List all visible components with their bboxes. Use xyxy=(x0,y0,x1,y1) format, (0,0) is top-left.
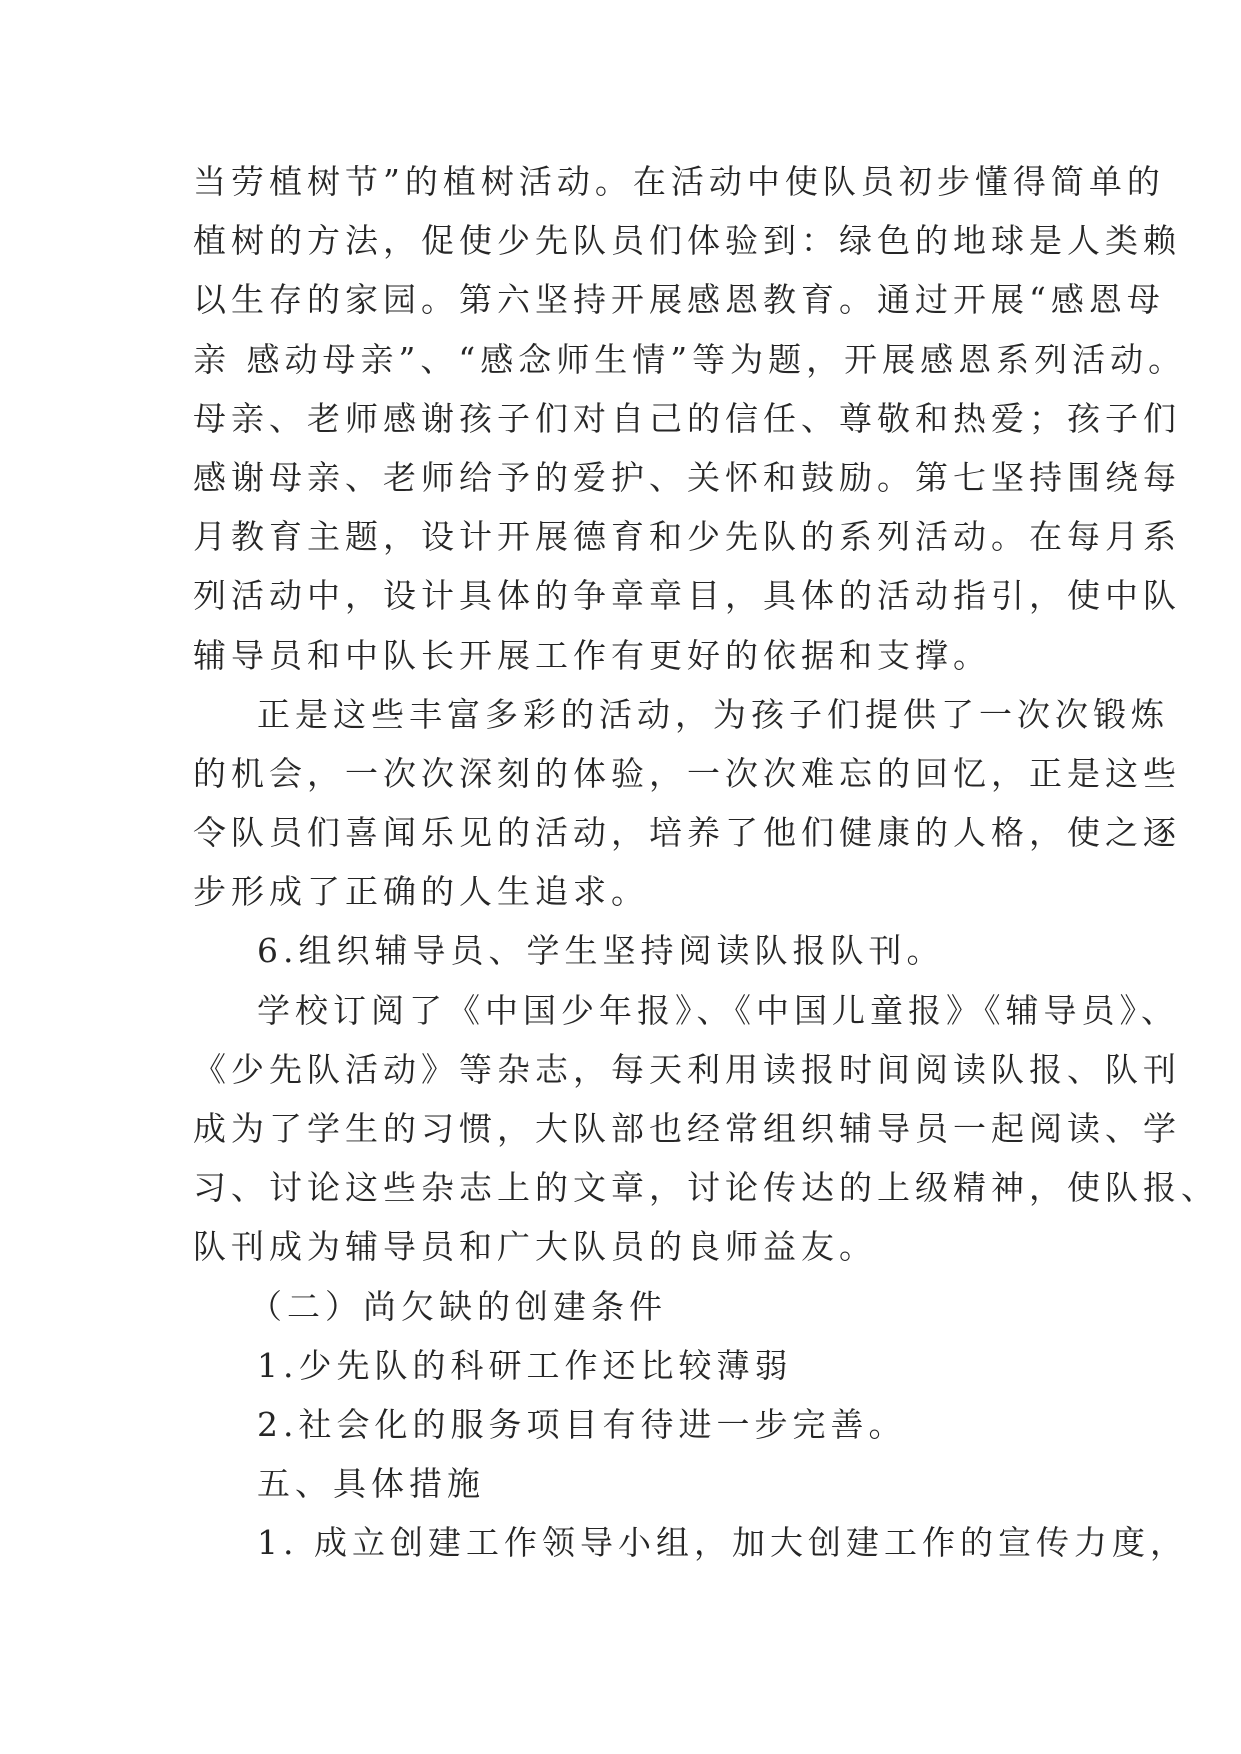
text-line: 辅导员和中队长开展工作有更好的依据和支撑。 xyxy=(193,635,991,675)
numbered-item-6: 6.组织辅导员、学生坚持阅读队报队刊。 xyxy=(257,931,945,971)
text-line: 步形成了正确的人生追求。 xyxy=(193,872,649,912)
body-text xyxy=(193,152,1219,1573)
text-line: 队刊成为辅导员和广大队员的良师益友。 xyxy=(193,1227,877,1267)
text-line: 母亲、老师感谢孩子们对自己的信任、尊敬和热爱；孩子们 xyxy=(193,398,1181,438)
text-line: 成为了学生的习惯，大队部也经常组织辅导员一起阅读、学 xyxy=(193,1109,1181,1148)
text-line: 感谢母亲、老师给予的爱护、关怀和鼓励。第七坚持围绕每 xyxy=(193,457,1181,497)
text-line: 令队员们喜闻乐见的活动，培养了他们健康的人格，使之逐 xyxy=(193,813,1181,853)
text-line: 《少先队活动》等杂志，每天利用读报时间阅读队报、队刊 xyxy=(193,1049,1181,1089)
text-line: 月教育主题，设计开展德育和少先队的系列活动。在每月系 xyxy=(193,517,1181,557)
numbered-item-1: 1.少先队的科研工作还比较薄弱 xyxy=(257,1345,793,1385)
paragraph-start-line: 正是这些丰富多彩的活动，为孩子们提供了一次次锻炼 xyxy=(257,694,1169,734)
section-heading: 五、具体措施 xyxy=(257,1464,485,1504)
numbered-item-2: 2.社会化的服务项目有待进一步完善。 xyxy=(257,1404,907,1444)
text-line: 的机会，一次次深刻的体验，一次次难忘的回忆，正是这些 xyxy=(193,753,1181,793)
text-line: 以生存的家园。第六坚持开展感恩教育。通过开展“感恩母 xyxy=(193,280,1165,320)
section-heading: （二）尚欠缺的创建条件 xyxy=(249,1286,667,1326)
text-line: 列活动中，设计具体的争章章目，具体的活动指引，使中队 xyxy=(193,576,1181,616)
text-line: 亲 感动母亲”、“感念师生情”等为题，开展感恩系列活动。 xyxy=(193,339,1187,379)
numbered-item-1: 1. 成立创建工作领导小组，加大创建工作的宣传力度， xyxy=(257,1523,1188,1563)
paragraph-start-line: 学校订阅了《中国少年报》、《中国儿童报》《辅导员》、 xyxy=(257,990,1179,1030)
text-line: 习、讨论这些杂志上的文章，讨论传达的上级精神，使队报、 xyxy=(193,1168,1219,1208)
text-line: 植树的方法，促使少先队员们体验到：绿色的地球是人类赖 xyxy=(193,221,1181,261)
text-line: 当劳植树节”的植树活动。在活动中使队员初步懂得简单的 xyxy=(193,162,1165,201)
